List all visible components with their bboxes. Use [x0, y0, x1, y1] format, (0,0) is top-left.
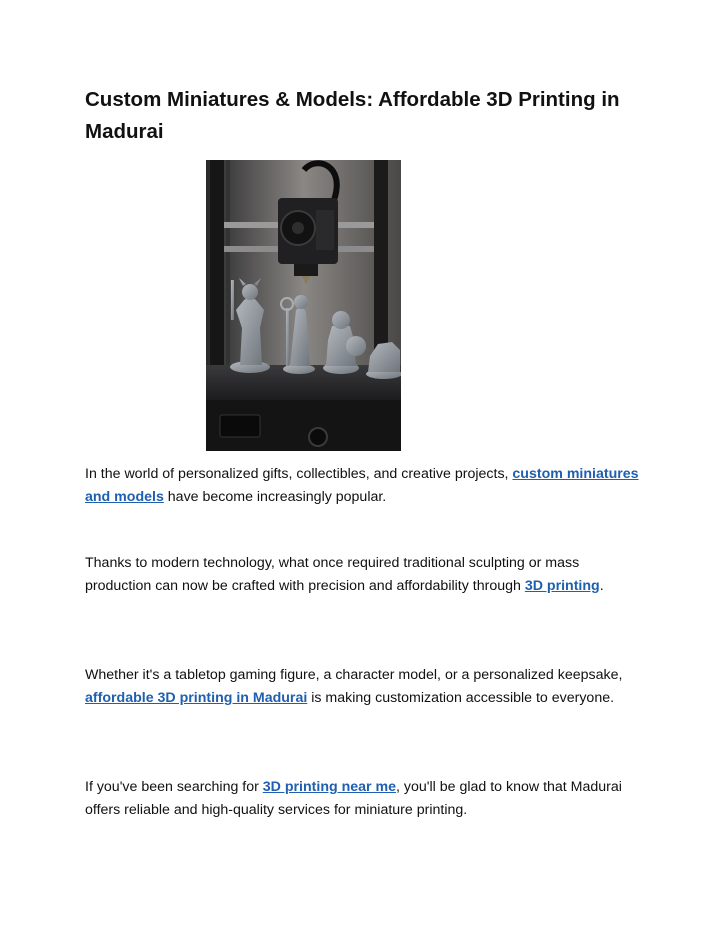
paragraph-text: .	[599, 578, 604, 594]
paragraph-text: In the world of personalized gifts, collectibles, and creative projects,	[85, 466, 513, 482]
paragraph-text: is making customization accessible to everyone.	[307, 690, 615, 706]
link-affordable-3d-printing-madurai[interactable]: affordable 3D printing in Madurai	[85, 690, 308, 706]
paragraph-text: , you'll be glad to know that Madurai offers reliable and high-quality services for miniature printing.	[85, 779, 622, 818]
paragraph-technology	[85, 552, 645, 598]
page-title: Custom Miniatures & Models: Affordable 3D Printing in Madurai	[85, 88, 620, 143]
paragraph-madurai	[85, 664, 645, 710]
link-3d-printing[interactable]: 3D printing	[524, 578, 600, 594]
paragraph-text: Thanks to modern technology, what once required traditional sculpting or mass production can now be crafted with precision and affordability through	[85, 555, 580, 594]
paragraph-intro	[85, 463, 645, 509]
paragraph-text: have become increasingly popular.	[163, 489, 387, 505]
link-3d-printing-near-me[interactable]: 3D printing near me	[262, 779, 397, 795]
link-custom-miniatures[interactable]: custom miniatures and models	[85, 466, 639, 505]
paragraph-text: Whether it's a tabletop gaming figure, a character model, or a personalized keepsake,	[85, 667, 623, 683]
paragraph-text: If you've been searching for	[85, 779, 263, 795]
3d-printer-miniatures-photo	[206, 160, 401, 451]
paragraph-near-me	[85, 776, 645, 822]
